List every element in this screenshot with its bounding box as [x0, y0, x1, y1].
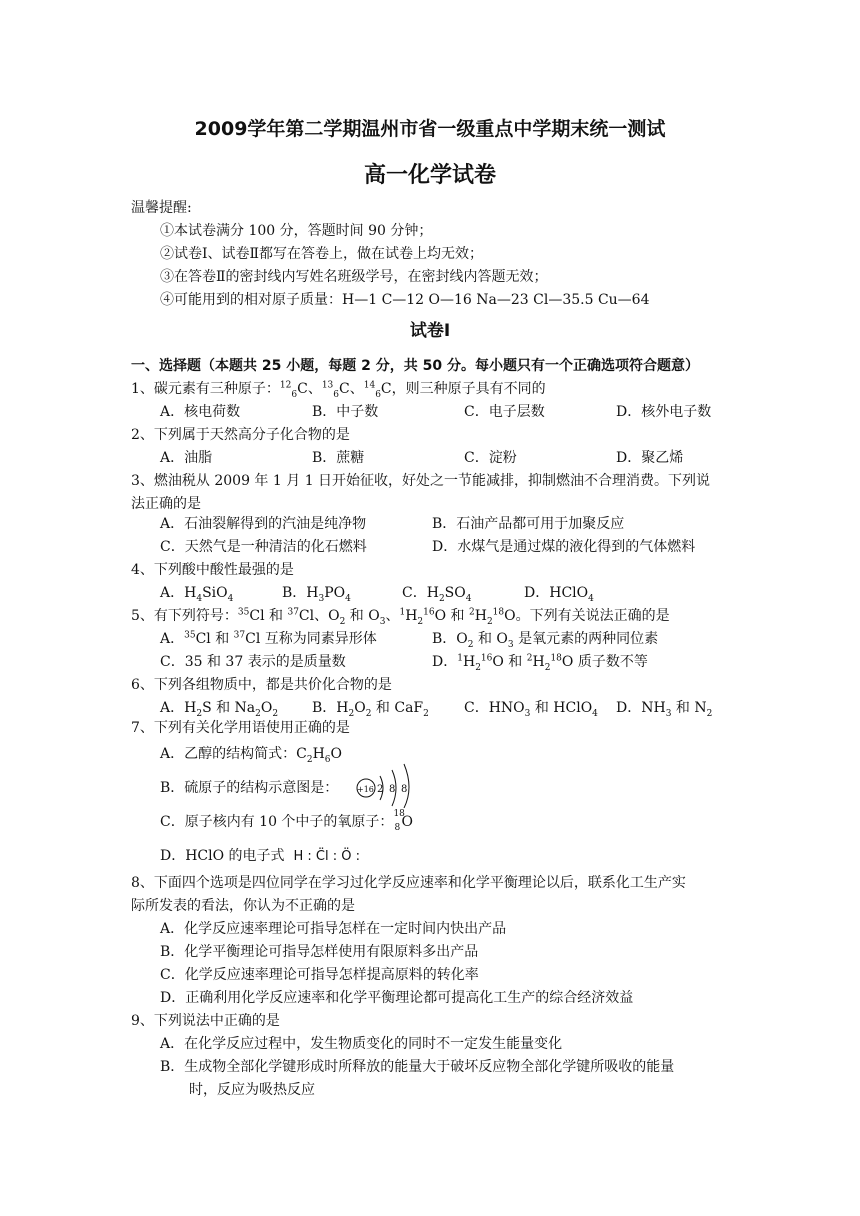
reminder-item: ②试卷Ⅰ、试卷Ⅱ都写在答卷上，做在试卷上均无效； [160, 246, 484, 262]
question-1-stem: 1、碳元素有三种原子：$^{12}_6$C、$^{13}_6$C、$^{14}_6$C，则三种原子具有不同的 [131, 380, 546, 400]
svg-text:8: 8 [401, 784, 408, 795]
q1-option: D．核外电子数 [616, 404, 712, 420]
svg-text:8: 8 [389, 784, 396, 795]
q7-option-d [160, 846, 360, 867]
question-2-stem: 2、下列属于天然高分子化合物的是 [131, 427, 350, 443]
q2-option: A．油脂 [160, 450, 213, 466]
section-title: 试卷Ⅰ [409, 321, 451, 341]
part-heading: 一、选择题（本题共 25 小题，每题 2 分，共 50 分。每小题只有一个正确选项符合题意） [131, 358, 699, 374]
q2-option: C．淀粉 [464, 450, 517, 466]
question-6-stem: 6、下列各组物质中，都是共价化合物的是 [131, 677, 392, 693]
option-letter: B． [282, 585, 307, 601]
q5-option-c: C．35 和 37 表示的是质量数 [160, 654, 346, 670]
carbon-13-symbol: $^{13}_6$C [321, 380, 350, 400]
q4-option-a: A．$H_4SiO_4$ [160, 585, 234, 604]
option-letter: D． [524, 585, 550, 601]
q6-option-d: D．$NH_3$ 和 $N_2$ [616, 700, 713, 719]
q6-option-b: B．$H_2O_2$ 和 CaF$_2$ [312, 700, 429, 719]
q9-option: A．在化学反应过程中，发生物质变化的同时不一定发生能量变化 [160, 1036, 563, 1052]
q1-option: B．中子数 [312, 404, 379, 420]
q5-option-b: B．$O_2$ 和 $O_3$ 是氧元素的两种同位素 [432, 631, 659, 650]
q2-option: B．蔗糖 [312, 450, 365, 466]
q9-option: B．生成物全部化学键形成时所释放的能量大于破坏反应物全部化学键所吸收的能量 [160, 1059, 675, 1075]
option-letter: A． [160, 585, 185, 601]
hclo-electron-formula: H : C̈l : Ö : [293, 849, 360, 864]
question-8-stem: 8、下面四个选项是四位同学在学习过化学反应速率和化学平衡理论以后，联系化工生产实 [131, 875, 686, 891]
exam-subtitle: 高一化学试卷 [363, 163, 496, 188]
oxygen-18-symbol: 18 8 O [393, 809, 413, 833]
q7-option-c-label: C．原子核内有 10 个中子的氧原子： [160, 814, 394, 830]
exam-title: 2009学年第二学期温州市省一级重点中学期末统一测试 [194, 118, 666, 140]
question-7-stem: 7、下列有关化学用语使用正确的是 [131, 720, 350, 736]
question-4-stem: 4、下列酸中酸性最强的是 [131, 562, 294, 578]
q2-option: D．聚乙烯 [616, 450, 684, 466]
option-letter: C． [402, 585, 427, 601]
q1-stem-suffix: ，则三种原子具有不同的 [391, 381, 546, 397]
carbon-12-symbol: $^{12}_6$C [279, 380, 308, 400]
q8-option: D．正确利用化学反应速率和化学平衡理论都可提高化工生产的综合经济效益 [160, 990, 634, 1006]
svg-text:2: 2 [377, 784, 384, 795]
q6-option-a: A．$H_2S$ 和 $Na_2O_2$ [160, 700, 279, 719]
question-3-stem: 3、燃油税从 2009 年 1 月 1 日开始征收，好处之一节能减排，抑制燃油不合理消费。下列说 [131, 473, 711, 489]
q3-option: A．石油裂解得到的汽油是纯净物 [160, 516, 367, 532]
q9-option-cont: 时，反应为吸热反应 [189, 1082, 315, 1098]
q4-option-c: C．$H_2SO_4$ [402, 585, 472, 604]
q4-option-d: D．HClO$_4$ [524, 585, 594, 604]
q7-option-a-label: A．乙醇的结构简式： [160, 746, 297, 762]
carbon-14-symbol: $^{14}_6$C [363, 380, 392, 400]
q5-option-d: D．$^1H_2^{16}O$ 和 $^2H_2^{18}O$ 质子数不等 [432, 653, 648, 673]
q8-option: B．化学平衡理论可指导怎样使用有限原料多出产品 [160, 944, 479, 960]
q1-stem-prefix: 1、碳元素有三种原子： [131, 381, 280, 397]
q5-stem-prefix: 5、有下列符号： [131, 608, 238, 624]
question-8-stem-cont: 际所发表的看法，你认为不正确的是 [131, 898, 355, 914]
q8-option: C．化学反应速率理论可指导怎样提高原料的转化率 [160, 967, 479, 983]
reminder-item: ③在答卷Ⅱ的密封线内写姓名班级学号，在密封线内答题无效； [160, 269, 548, 285]
reminder-item: ①本试卷满分 100 分，答题时间 90 分钟； [160, 223, 433, 239]
reminder-item: ④可能用到的相对原子质量：H—1 C—12 O—16 Na—23 Cl—35.5 Cu—64 [160, 292, 650, 308]
q7-option-c [160, 809, 413, 833]
q3-option: B．石油产品都可用于加聚反应 [432, 516, 625, 532]
question-9-stem: 9、下列说法中正确的是 [131, 1013, 280, 1029]
q7-option-b-label: B．硫原子的结构示意图是： [160, 780, 339, 796]
question-3-stem-cont: 法正确的是 [131, 496, 201, 512]
q5-option-a: A．$^{35}$Cl 和 $^{37}$Cl 互称为同素异形体 [160, 630, 377, 647]
sulfur-atom-diagram [350, 760, 420, 808]
q5-stem-suffix: 。下列有关说法正确的是 [515, 608, 670, 624]
q7-option-a: A．乙醇的结构简式：$C_2H_6O$ [160, 746, 343, 765]
q1-option: C．电子层数 [464, 404, 545, 420]
svg-text:+16: +16 [357, 785, 374, 794]
q1-option: A．核电荷数 [160, 404, 241, 420]
q3-option: C．天然气是一种清洁的化石燃料 [160, 539, 367, 555]
q6-option-c: C．$HNO_3$ 和 HClO$_4$ [464, 700, 598, 719]
q7-option-d-label: D．HClO 的电子式 [160, 848, 285, 864]
q4-option-b: B．$H_3PO_4$ [282, 585, 351, 604]
question-5-stem: 5、有下列符号：$^{35}$Cl 和 $^{37}$Cl、$O_2$ 和 $O_3$、$^1H_2^{16}O$ 和 $^2H_2^{18}O$。下列有关说法正确的是 [131, 607, 670, 627]
q3-option: D．水煤气是通过煤的液化得到的气体燃料 [432, 539, 696, 555]
reminder-label: 温馨提醒: [131, 200, 192, 216]
q8-option: A．化学反应速率理论可指导怎样在一定时间内快出产品 [160, 921, 507, 937]
